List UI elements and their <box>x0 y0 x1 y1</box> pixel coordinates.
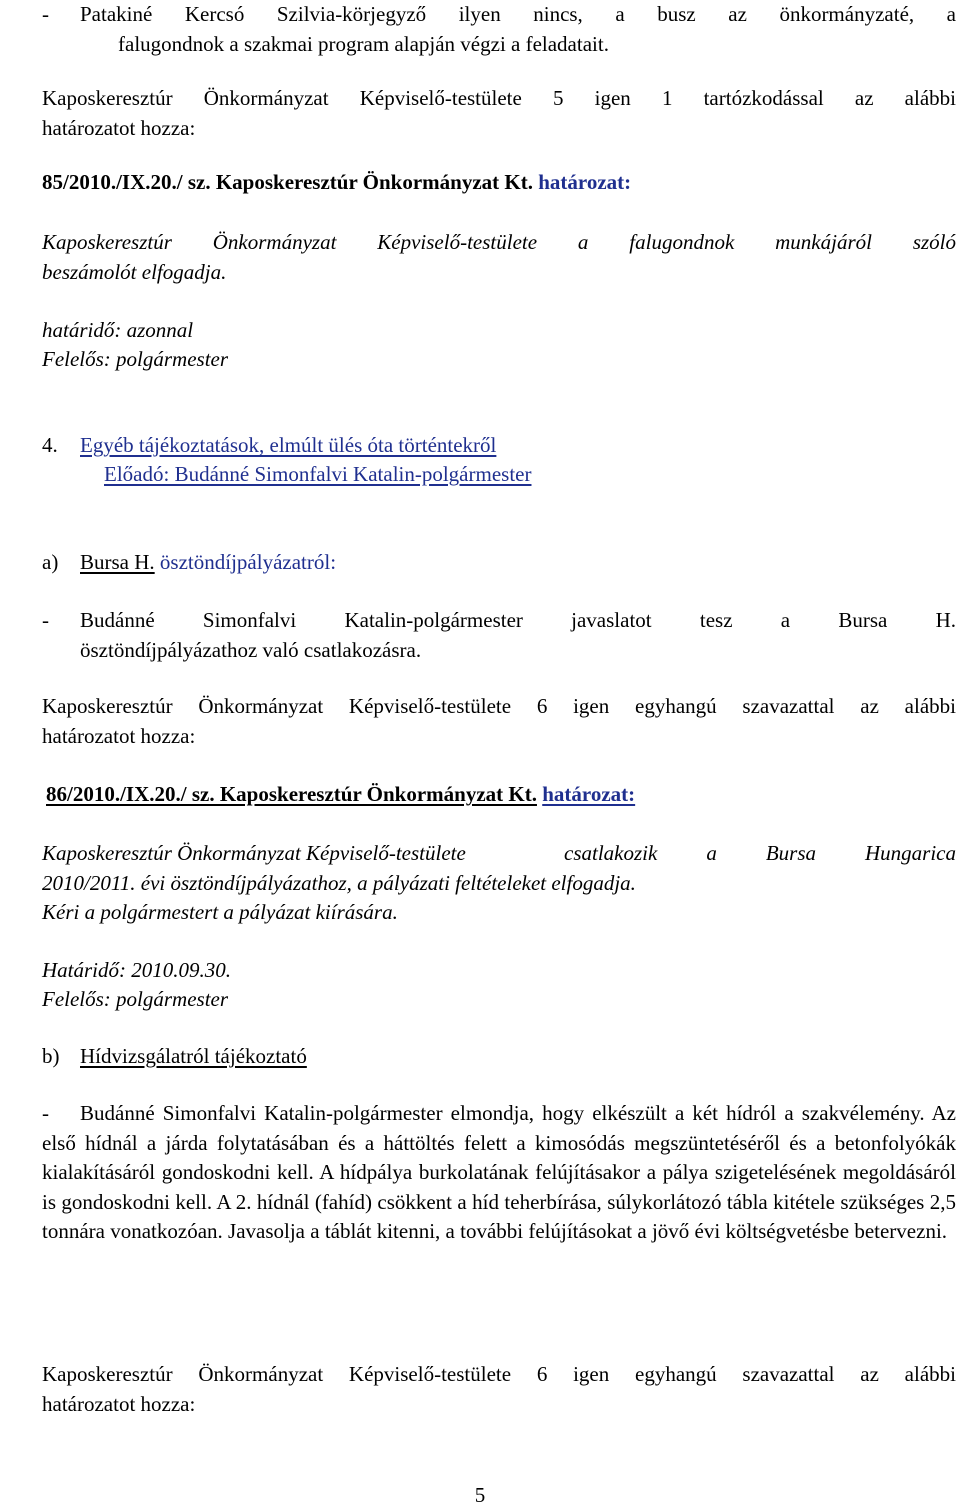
paragraph-line: Patakiné Kercsó Szilvia-körjegyző ilyen nincs, a busz az önkormányzaté, a <box>80 2 956 26</box>
paragraph-line: beszámolót elfogadja. <box>42 259 227 284</box>
paragraph-line: Kaposkeresztúr Önkormányzat Képviselő-testülete 6 igen egyhangú szavazattal az alábbi <box>42 694 956 718</box>
paragraph-line: Kéri a polgármestert a pályázat kiírására. <box>42 900 398 924</box>
resolution-label: határozat: <box>542 782 636 806</box>
deadline-value: Határidő: 2010.09.30. <box>42 958 231 982</box>
vote-paragraph <box>42 84 956 143</box>
presenter-text: Előadó: Budánné Simonfalvi Katalin-polgármester <box>104 462 532 486</box>
paragraph-text: Budánné Simonfalvi Katalin-polgármester elmondja, hogy elkészült a két hídról a szakvélemény. Az első hídnál a járda folytatásában és a háttöltés felett a kimosódás megszüntetéséről és a betonfolyókák kialakításáról gondoskodni kell. A hídpálya burkolatának felújításakor a pálya szigetelésének megoldásáról is gondoskodni kell. A 2. hídnál (fahíd) csökkent a híd teherbírása, súlykorlátozó tábla kitétele szükséges 2,5 tonnára vonatkozóan. Javasolja a táblát kitenni, a további felújításokat a jövő évi költségvetésbe betervezni. <box>42 1101 956 1243</box>
resolution-number: 86/2010./IX.20./ sz. Kaposkeresztúr Önkormányzat Kt. <box>46 782 537 806</box>
paragraph-line: Kaposkeresztúr Önkormányzat Képviselő-testülete 6 igen egyhangú szavazattal az alábbi <box>42 1362 956 1386</box>
paragraph-line: 2010/2011. évi ösztöndíjpályázathoz, a pályázati feltételeket elfogadja. <box>42 870 636 895</box>
section-number: 4. <box>42 433 58 457</box>
item-b-heading <box>42 1042 956 1072</box>
paragraph-line: Budánné Simonfalvi Katalin-polgármester javaslatot tesz a Bursa H. <box>80 608 956 632</box>
paragraph-line: falugondnok a szakmai program alapján végzi a feladatait. <box>118 31 609 56</box>
list-dash: - <box>42 2 49 26</box>
page-number: 5 <box>474 1483 486 1507</box>
section-title: Egyéb tájékoztatások, elmúlt ülés óta történtekről <box>80 433 497 457</box>
paragraph-line: ösztöndíjpályázathoz való csatlakozásra. <box>80 637 422 662</box>
responsible-value: Felelős: polgármester <box>42 987 229 1011</box>
responsible-text <box>42 345 956 375</box>
responsible-value: Felelős: polgármester <box>42 347 229 371</box>
paragraph-line: határozatot hozza: <box>42 723 196 748</box>
resolution-number: 85/2010./IX.20./ sz. Kaposkeresztúr Önkormányzat Kt. <box>42 170 533 194</box>
item-a-heading <box>42 548 956 578</box>
paragraph-line: határozatot hozza: <box>42 1391 196 1416</box>
item-label: a) <box>42 550 59 574</box>
paragraph-line: Kaposkeresztúr Önkormányzat Képviselő-testülete <box>42 841 466 865</box>
vote-paragraph <box>42 1360 956 1419</box>
list-dash: - <box>42 1101 49 1125</box>
list-dash: - <box>42 608 49 632</box>
paragraph-line: Kaposkeresztúr Önkormányzat Képviselő-testülete a falugondnok munkájáról szóló <box>42 230 956 254</box>
section-presenter <box>104 460 956 490</box>
deadline-text <box>42 316 956 346</box>
item-title-underlined: Bursa H. <box>80 550 155 574</box>
resolution-body <box>42 228 956 287</box>
dash-paragraph <box>42 606 956 665</box>
resolution-body <box>42 839 956 928</box>
paragraph-line: Kaposkeresztúr Önkormányzat Képviselő-testülete 5 igen 1 tartózkodással az alábbi <box>42 86 956 110</box>
item-title: Hídvizsgálatról tájékoztató <box>80 1044 307 1068</box>
deadline-text <box>42 956 956 986</box>
dash-paragraph <box>42 0 960 59</box>
paragraph-line: határozatot hozza: <box>42 115 196 140</box>
vote-paragraph <box>42 692 956 751</box>
resolution-heading <box>42 168 956 198</box>
item-label: b) <box>42 1044 60 1068</box>
section-heading <box>42 431 956 461</box>
deadline-value: határidő: azonnal <box>42 318 194 342</box>
item-title-rest: ösztöndíjpályázatról: <box>154 550 337 574</box>
resolution-heading <box>42 780 956 810</box>
dash-paragraph <box>42 1099 956 1247</box>
responsible-text <box>42 985 956 1015</box>
resolution-label: határozat: <box>538 170 632 194</box>
paragraph-line: csatlakozik a Bursa Hungarica <box>564 841 956 865</box>
